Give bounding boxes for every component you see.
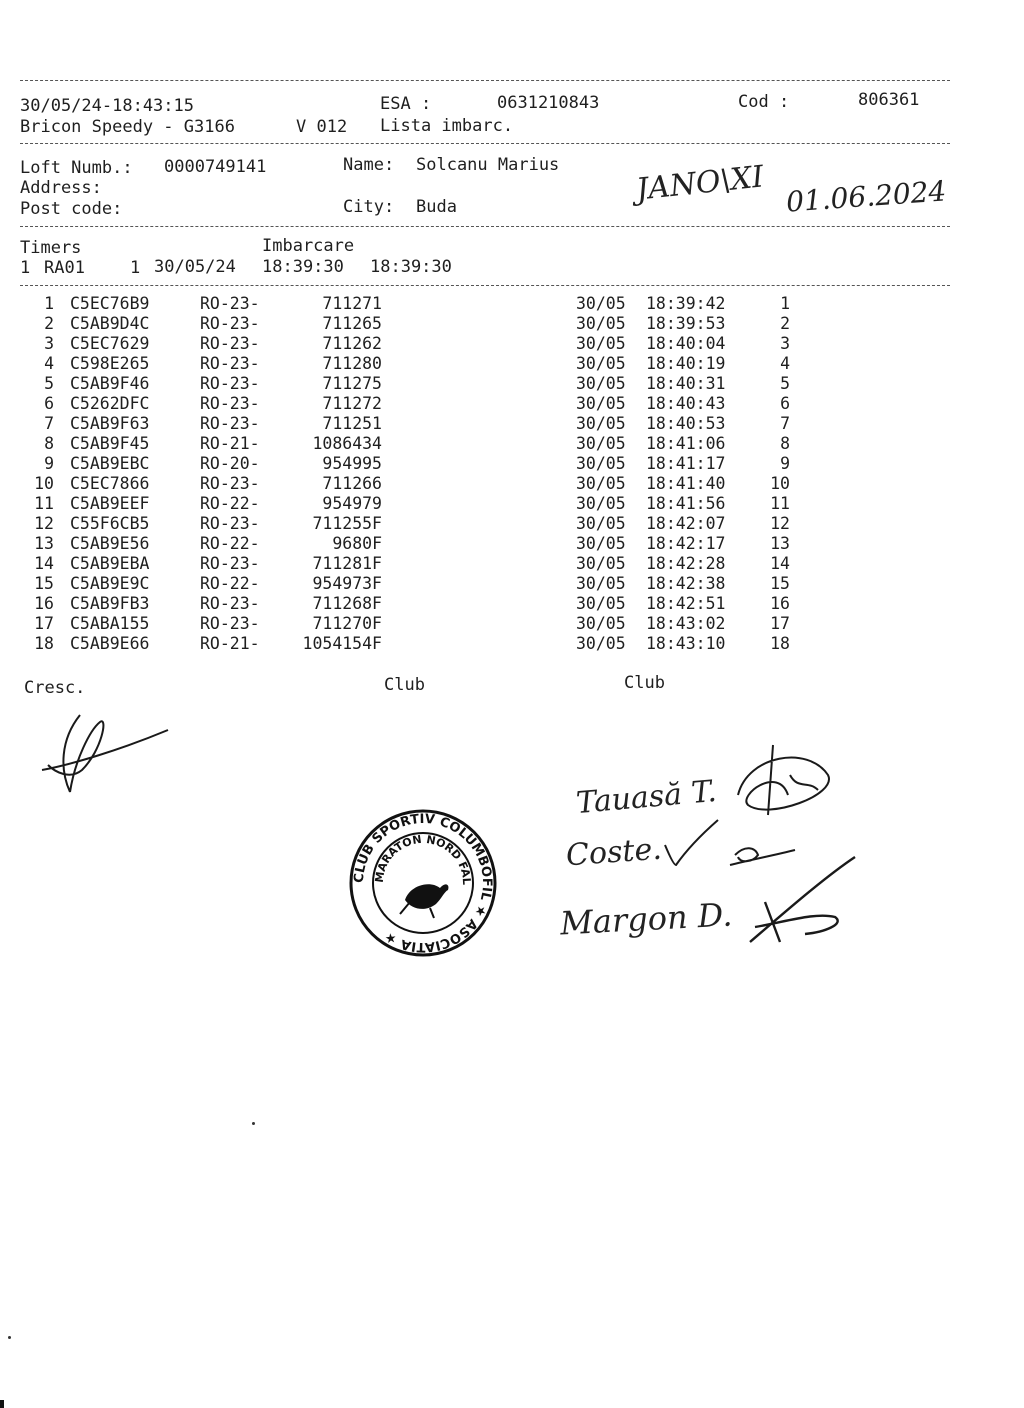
row-index: 11 [34,494,54,513]
table-row [0,614,1024,634]
club-signature-1: Tauasă T. [574,773,718,822]
row-date: 30/05 [576,514,626,533]
table-row [0,534,1024,554]
cod-label: Cod : [738,92,790,112]
row-position: 6 [780,394,790,413]
stamp-inner-text: MARATON NORD FALTICENI [343,798,474,884]
row-date: 30/05 [576,594,626,613]
club-signature-2: Coste. [564,831,663,874]
row-ring-prefix: RO-22- [200,494,260,513]
row-ring-number: 711280 [322,354,382,373]
row-ring-prefix: RO-23- [200,354,260,373]
row-position: 10 [770,474,790,493]
club-signature-3-mark [745,852,865,952]
row-chip: C55F6CB5 [70,514,150,533]
loft-label: Loft Numb.: [20,158,133,178]
row-ring-prefix: RO-22- [200,574,260,593]
row-ring-prefix: RO-23- [200,594,260,613]
table-row [0,514,1024,534]
row-date: 30/05 [576,354,626,373]
row-index: 18 [34,634,54,653]
row-date: 30/05 [576,414,626,433]
row-time: 18:41:06 [646,434,726,453]
row-chip: C598E265 [70,354,150,373]
timer-time-start: 18:39:30 [262,257,344,277]
list-title: Lista imbarc. [380,116,514,136]
row-date: 30/05 [576,474,626,493]
row-chip: C5262DFC [70,394,150,413]
club-signature-1-mark [728,735,848,825]
separator-loft [20,226,950,227]
row-chip: C5AB9D4C [70,314,150,333]
table-row [0,574,1024,594]
esa-value: 0631210843 [497,93,600,113]
row-position: 12 [770,514,790,533]
row-time: 18:43:02 [646,614,726,633]
row-time: 18:40:19 [646,354,726,373]
row-ring-prefix: RO-20- [200,454,260,473]
row-time: 18:42:51 [646,594,726,613]
row-time: 18:39:53 [646,314,726,333]
row-time: 18:40:43 [646,394,726,413]
row-ring-number: 711255F [312,514,382,533]
row-date: 30/05 [576,294,626,313]
row-ring-number: 711265 [322,314,382,333]
row-date: 30/05 [576,554,626,573]
row-chip: C5AB9E66 [70,634,150,653]
row-index: 14 [34,554,54,573]
row-date: 30/05 [576,374,626,393]
timer-id: RA01 [44,258,85,278]
row-ring-prefix: RO-23- [200,294,260,313]
table-row [0,314,1024,334]
row-index: 5 [44,374,54,393]
row-ring-number: 954973F [312,574,382,593]
row-position: 1 [780,294,790,313]
row-position: 3 [780,334,790,353]
row-chip: C5AB9EBC [70,454,150,473]
row-ring-prefix: RO-23- [200,514,260,533]
scan-dot [8,1336,11,1339]
row-chip: C5AB9E9C [70,574,150,593]
row-ring-number: 711271 [322,294,382,313]
row-date: 30/05 [576,454,626,473]
row-chip: C5AB9F46 [70,374,150,393]
row-date: 30/05 [576,334,626,353]
row-ring-number: 711270F [312,614,382,633]
row-time: 18:41:40 [646,474,726,493]
row-time: 18:42:28 [646,554,726,573]
row-date: 30/05 [576,534,626,553]
postcode-label: Post code: [20,199,123,219]
row-ring-number: 1086434 [312,434,382,453]
club-label-1: Club [384,675,425,695]
row-index: 4 [44,354,54,373]
row-chip: C5ABA155 [70,614,150,633]
row-ring-number: 711281F [312,554,382,573]
row-ring-prefix: RO-23- [200,314,260,333]
row-time: 18:41:56 [646,494,726,513]
row-ring-prefix: RO-22- [200,534,260,553]
row-time: 18:40:53 [646,414,726,433]
row-ring-number: 711266 [322,474,382,493]
row-ring-number: 711275 [322,374,382,393]
timer-date: 30/05/24 [154,257,236,277]
row-time: 18:42:07 [646,514,726,533]
city-value: Buda [416,197,457,217]
club-stamp [343,798,498,958]
row-ring-prefix: RO-23- [200,614,260,633]
timer-count: 1 [130,258,141,278]
row-position: 9 [780,454,790,473]
row-ring-prefix: RO-23- [200,414,260,433]
row-ring-number: 954995 [322,454,382,473]
row-ring-number: 711262 [322,334,382,353]
name-label: Name: [343,155,395,175]
row-ring-number: 954979 [322,494,382,513]
row-ring-prefix: RO-21- [200,634,260,653]
separator-header [20,143,950,144]
separator-top [20,80,950,81]
fancier-name: Solcanu Marius [416,155,560,175]
esa-label: ESA : [380,94,432,114]
row-time: 18:39:42 [646,294,726,313]
row-index: 13 [34,534,54,553]
row-index: 3 [44,334,54,353]
cod-value: 806361 [858,90,920,110]
row-index: 17 [34,614,54,633]
row-chip: C5EC76B9 [70,294,150,313]
city-label: City: [343,197,395,217]
table-row [0,374,1024,394]
row-date: 30/05 [576,614,626,633]
timers-label: Timers [20,238,82,258]
row-time: 18:41:17 [646,454,726,473]
row-index: 16 [34,594,54,613]
row-date: 30/05 [576,574,626,593]
row-ring-number: 1054154F [302,634,382,653]
row-index: 12 [34,514,54,533]
device-name: Bricon Speedy - G3166 [20,117,235,137]
row-time: 18:40:04 [646,334,726,353]
club-signature-3: Margon D. [559,895,734,943]
row-index: 2 [44,314,54,333]
row-index: 9 [44,454,54,473]
row-chip: C5AB9FB3 [70,594,150,613]
row-position: 13 [770,534,790,553]
row-time: 18:43:10 [646,634,726,653]
row-chip: C5AB9F45 [70,434,150,453]
row-ring-prefix: RO-23- [200,334,260,353]
club-label-2: Club [624,673,665,693]
table-row [0,494,1024,514]
timer-time-end: 18:39:30 [370,257,452,277]
row-ring-prefix: RO-23- [200,474,260,493]
address-label: Address: [20,178,102,198]
row-ring-number: 9680F [332,534,382,553]
row-index: 15 [34,574,54,593]
row-ring-number: 711251 [322,414,382,433]
breeder-signature [30,710,180,810]
row-date: 30/05 [576,434,626,453]
table-row [0,434,1024,454]
row-position: 2 [780,314,790,333]
row-position: 7 [780,414,790,433]
row-position: 15 [770,574,790,593]
row-position: 4 [780,354,790,373]
table-row [0,354,1024,374]
table-row [0,474,1024,494]
row-ring-prefix: RO-21- [200,434,260,453]
table-row [0,634,1024,654]
handwritten-place: JANO\XI [634,159,766,208]
row-ring-prefix: RO-23- [200,394,260,413]
row-position: 5 [780,374,790,393]
row-position: 17 [770,614,790,633]
row-date: 30/05 [576,634,626,653]
table-row [0,294,1024,314]
table-row [0,594,1024,614]
row-date: 30/05 [576,314,626,333]
table-row [0,334,1024,354]
loft-number: 0000749141 [164,157,267,177]
row-ring-number: 711272 [322,394,382,413]
row-date: 30/05 [576,494,626,513]
row-ring-prefix: RO-23- [200,554,260,573]
cresc-label: Cresc. [24,678,86,698]
row-position: 14 [770,554,790,573]
row-position: 16 [770,594,790,613]
scan-dot [0,1400,4,1408]
pigeon-icon [400,884,448,918]
table-row [0,414,1024,434]
timer-index: 1 [20,258,31,278]
row-index: 6 [44,394,54,413]
row-chip: C5AB9E56 [70,534,150,553]
row-time: 18:40:31 [646,374,726,393]
row-chip: C5AB9F63 [70,414,150,433]
separator-timers [20,285,950,286]
row-index: 7 [44,414,54,433]
row-ring-prefix: RO-23- [200,374,260,393]
row-position: 8 [780,434,790,453]
row-index: 10 [34,474,54,493]
row-chip: C5EC7629 [70,334,150,353]
row-time: 18:42:17 [646,534,726,553]
row-chip: C5AB9EBA [70,554,150,573]
row-chip: C5EC7866 [70,474,150,493]
handwritten-date: 01.06.2024 [785,174,948,219]
table-row [0,454,1024,474]
row-position: 18 [770,634,790,653]
table-row [0,394,1024,414]
row-time: 18:42:38 [646,574,726,593]
row-ring-number: 711268F [312,594,382,613]
stamp-outer-text: CLUB SPORTIV COLUMBOFIL ★ ASOCIATIA ★ [351,811,495,955]
row-index: 1 [44,294,54,313]
firmware-version: V 012 [296,117,348,137]
row-position: 11 [770,494,790,513]
print-datetime: 30/05/24-18:43:15 [20,96,194,116]
table-row [0,554,1024,574]
row-date: 30/05 [576,394,626,413]
row-chip: C5AB9EEF [70,494,150,513]
imbarcare-label: Imbarcare [262,236,355,256]
row-index: 8 [44,434,54,453]
scan-dot [252,1122,255,1125]
